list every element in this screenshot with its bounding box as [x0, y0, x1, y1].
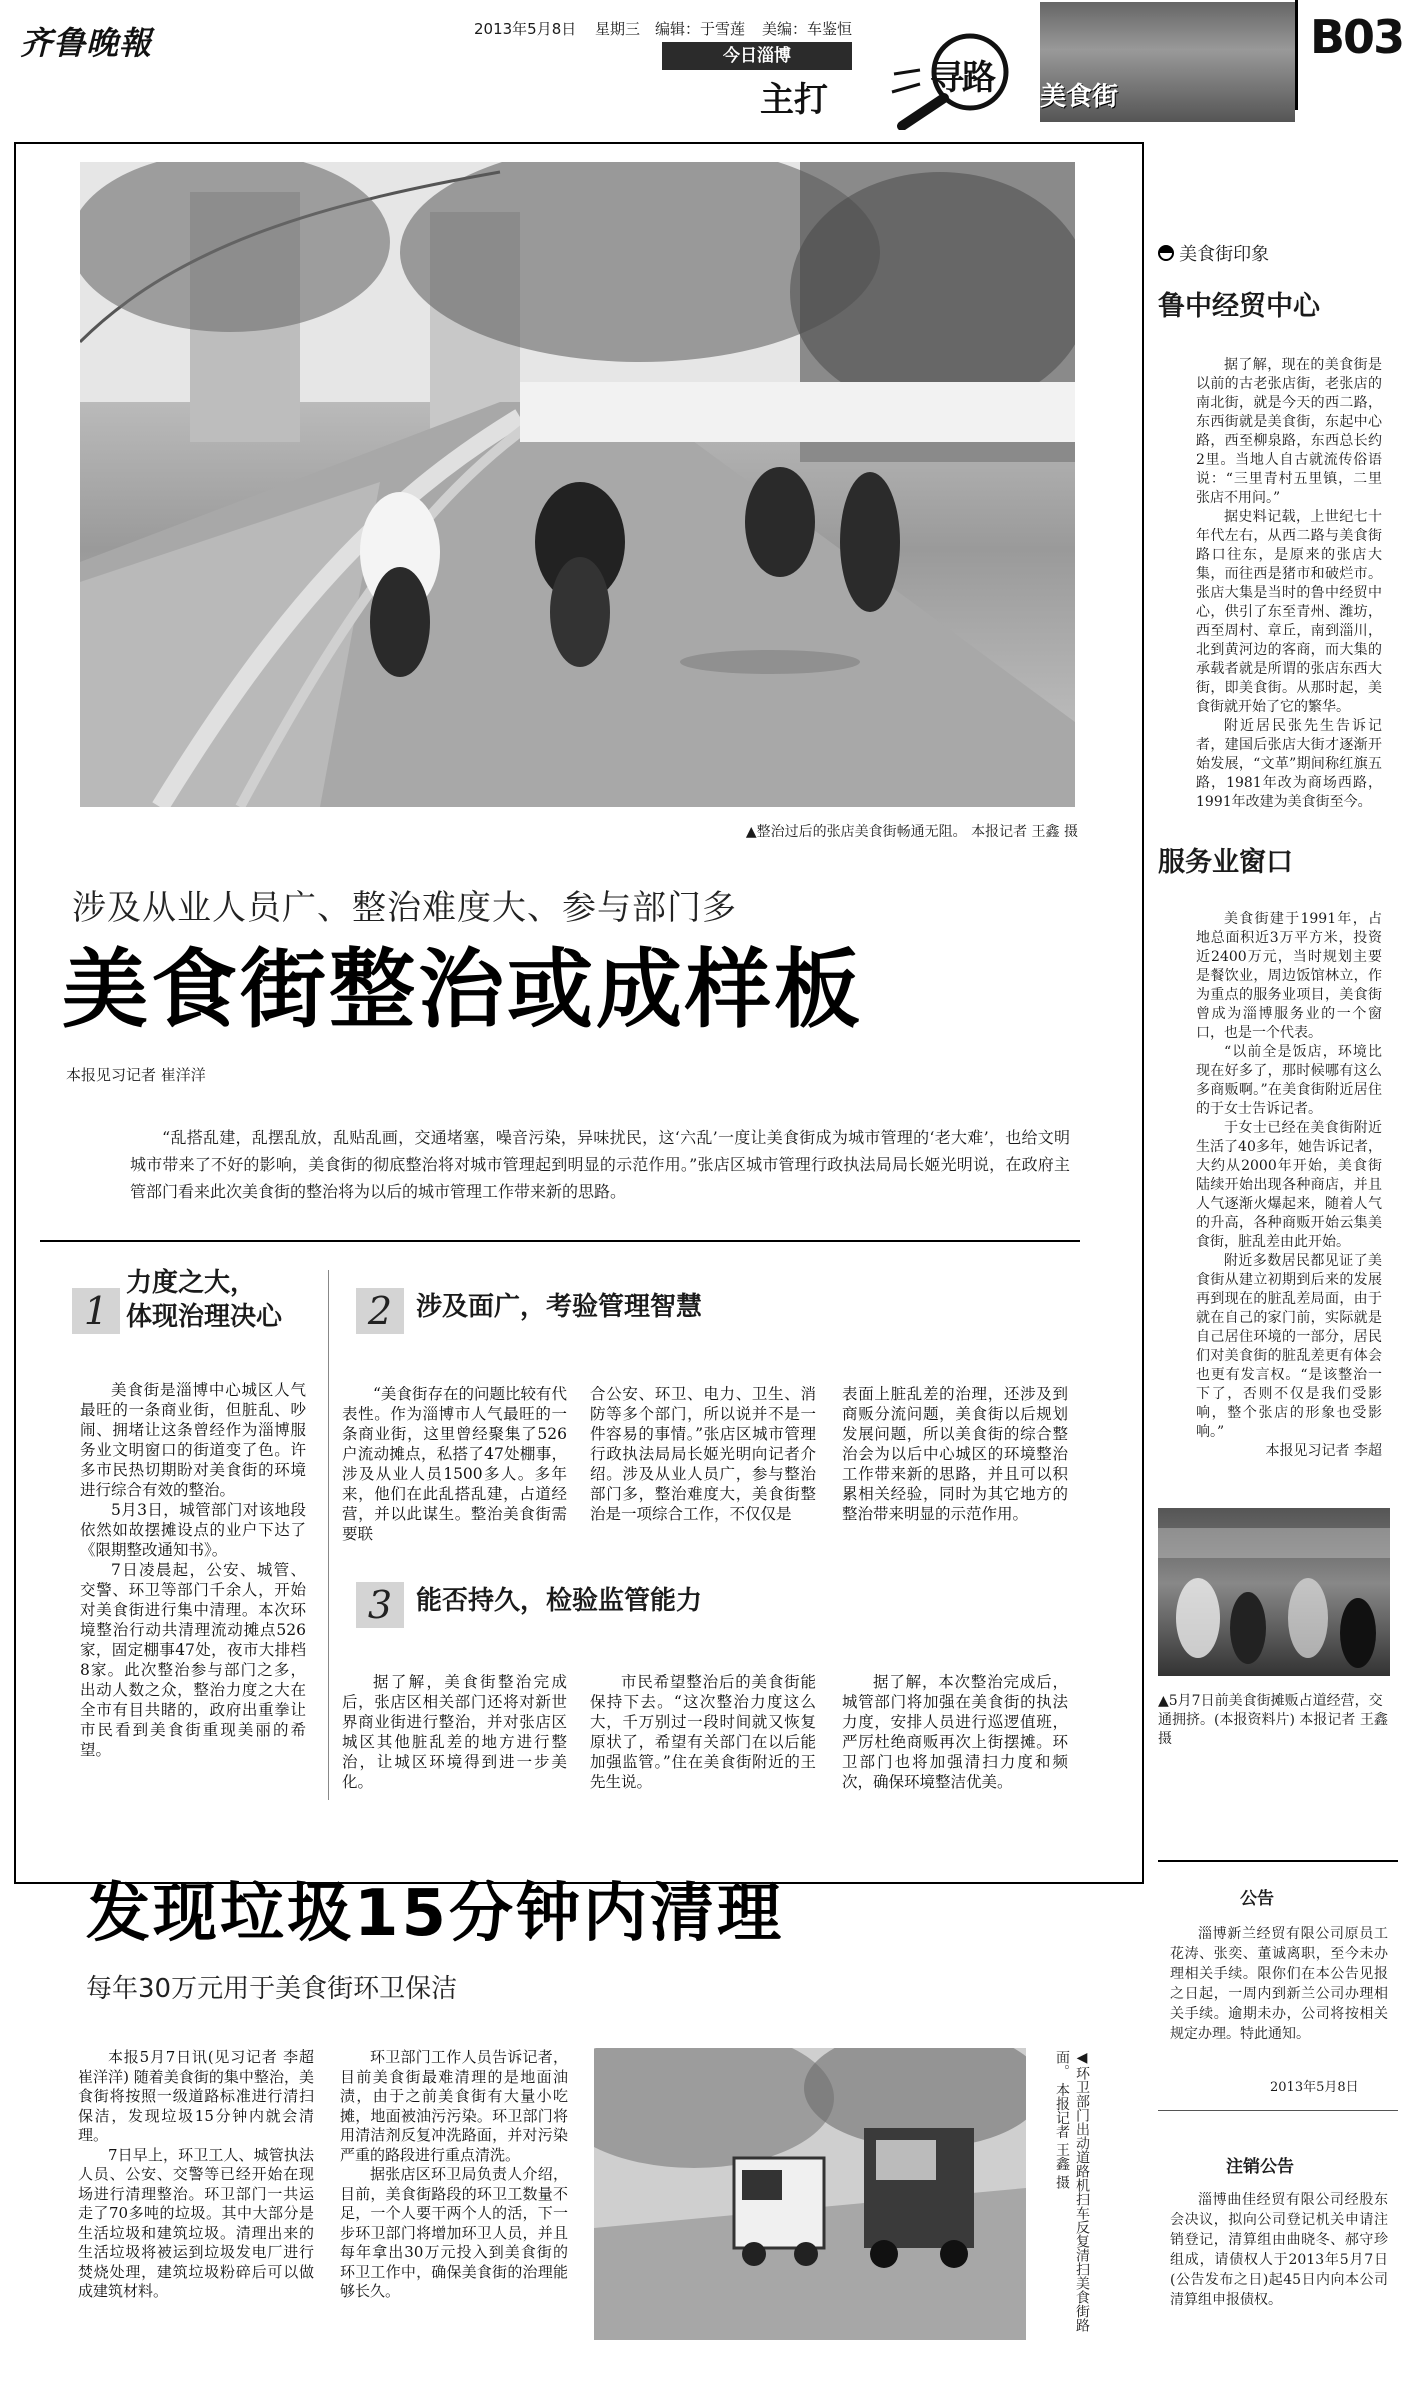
section-2-text: “美食街存在的问题比较有代表性。作为淄博市人气最旺的一条商业街，这里曾经聚集了526户流动摊点，私搭了47处棚事，涉及从业人员1500多人。多年来，他们在此乱搭乱建，占道经营，并以此谋生。整治美食街需要联 [342, 1385, 567, 1543]
notice-1-text: 淄博新兰经贸有限公司原员工花涛、张奕、董诚离职，至今未办理相关手续。限你们在本公告见报之日起，一周内到新兰公司办理相关手续。逾期未办，公司将按相关规定办理。特此通知。 [1170, 1926, 1388, 2042]
kicker: 涉及从业人员广、整治难度大、参与部门多 [72, 888, 737, 928]
sidebar-photo [1158, 1508, 1390, 1676]
photo-caption: ▲整治过后的张店美食街畅通无阻。 本报记者 王鑫 摄 [745, 824, 1078, 840]
section-1-body [80, 1380, 306, 1760]
sweeper-photo-caption-text: ◀环卫部门出动道路机扫车反复清扫美食街路面。 本报记者 王鑫 摄 [1054, 2050, 1090, 2332]
section-1-paragraph: 美食街是淄博中心城区人气最旺的一条商业街，但脏乱、吵闹、拥堵让这条曾经作为淄博服务业文明窗口的街道变了色。许多市民热切期盼对美食街的环境进行综合有效的整治。 [80, 1381, 306, 1499]
column-name: 美食街 [1040, 82, 1119, 112]
article-2-col1 [78, 2048, 314, 2302]
sidebar-label [1158, 240, 1269, 266]
section-tag: 今日淄博 [662, 42, 852, 70]
sidebar-paragraph: 据史料记载，上世纪七十年代左右，从西二路与美食街路口往东，是原来的张店大集，而往西是猪市和破烂市。张店大集是当时的鲁中经贸中心，供引了东至青州、潍坊，西至周村、章丘，南到淄川，北到黄河边的客商，而大集的承载者就是所谓的张店东西大街，即美食街。从那时起，美食街就开始了它的繁华。 [1196, 509, 1382, 715]
art-editor: 美编：车鉴恒 [762, 20, 853, 38]
sidebar-paragraph: 美食街建于1991年，占地总面积近3万平方米，投资近2400万元，当时规划主要是餐饮业，周边饭馆林立，作为重点的服务业项目，美食街曾成为淄博服务业的一个窗口，也是一个代表。 [1196, 911, 1382, 1041]
sidebar-paragraph: 本报见习记者 李超 [1265, 1443, 1382, 1459]
sidebar-block-2-title: 服务业窗口 [1158, 847, 1293, 878]
section-2-col2 [590, 1384, 816, 1524]
section-main: 主打 [760, 80, 828, 120]
article-2-paragraph: 本报5月7日讯(见习记者 李超 崔洋洋) 随着美食街的集中整治，美食街将按照一级道路标准进行清扫保洁，发现垃圾15分钟内就会清理。 [78, 2048, 314, 2144]
notice-2-title: 注销公告 [1226, 2157, 1294, 2177]
section-1-paragraph: 7日凌晨起，公安、城管、交警、环卫等部门千余人，开始对美食街进行集中清理。本次环境整治行动共清理流动摊点526家，固定棚事47处，夜市大排档8家。此次整治参与部门之多，出动人数之众，整治力度之大在全市有目共睹的，政府出重拳让市民看到美食街重现美丽的希望。 [80, 1561, 306, 1759]
section-3-col1 [342, 1672, 567, 1792]
section-3-col2 [590, 1672, 816, 1792]
article-2-paragraph: 7日早上，环卫工人、城管执法人员、公安、交警等已经开始在现场进行清理整治。环卫部门一共运走了70多吨的垃圾。其中大部分是生活垃圾和建筑垃圾。清理出来的生活垃圾将被运到垃圾发电厂进行焚烧处理，建筑垃圾粉碎后可以做成建筑材料。 [78, 2145, 314, 2300]
sidebar-block-1-body [1196, 356, 1382, 812]
section-2-title: 涉及面广，考验管理智慧 [416, 1292, 703, 1322]
issue-date: 2013年5月8日 [474, 20, 577, 38]
masthead-rule [1295, 0, 1298, 110]
headline: 美食街整治或成样板 [62, 940, 863, 1040]
column-divider [328, 1270, 329, 1800]
sidebar-photo-caption [1158, 1692, 1390, 1749]
notice-divider [1158, 2110, 1398, 2111]
byline: 本报见习记者 崔洋洋 [66, 1066, 206, 1084]
article-2-subhead: 每年30万元用于美食街环卫保洁 [86, 1974, 458, 2004]
section-1-title-line2: 体现治理决心 [126, 1302, 283, 1332]
section-2-col1 [342, 1384, 567, 1544]
article-2-col2 [340, 2048, 568, 2302]
sidebar-paragraph: “以前全是饭店，环境比现在好多了，那时候哪有这么多商贩啊。”在美食街附近居住的于女士告诉记者。 [1196, 1044, 1382, 1117]
editor: 编辑：于雪莲 [655, 20, 746, 38]
paper-name: 齐鲁晚報 [20, 24, 153, 62]
section-1-paragraph: 5月3日，城管部门对该地段依然如故摆摊设点的业户下达了《限期整改通知书》。 [80, 1501, 306, 1559]
section-1-number: 1 [72, 1288, 120, 1334]
section-2-text: 表面上脏乱差的治理，还涉及到商贩分流问题，美食街以后规划发展问题，所以美食街的综合整治会为以后中心城区的环境整治工作带来新的思路，并且可以积累相关经验，同时为其它地方的整治带来明显的示范作用。 [842, 1385, 1068, 1523]
section-3-text: 据了解，本次整治完成后，城管部门将加强在美食街的执法力度，安排人员进行巡逻值班，严厉杜绝商贩再次上街摆摊。环卫部门也将加强清扫力度和频次，确保环境整洁优美。 [842, 1673, 1068, 1791]
sidebar-column-label: 美食街印象 [1179, 244, 1270, 265]
sweeper-photo [594, 2048, 1026, 2340]
sidebar-paragraph: 据了解，现在的美食街是以前的古老张店街，老张店的南北街，就是今天的西二路，东西街就是美食街，东起中心路，西至柳泉路，东西总长约2里。当地人自古就流传俗语说：“三里青村五里镇，二里张店不用问。” [1196, 357, 1382, 506]
street-photo [80, 162, 1075, 807]
sidebar-photo-caption-text: ▲5月7日前美食街摊贩占道经营，交通拥挤。(本报资料片) 本报记者 王鑫 摄 [1158, 1693, 1388, 1747]
page-number: B03 [1310, 10, 1404, 64]
column-mark: 寻路 [930, 58, 994, 98]
lead-paragraph [130, 1124, 1070, 1205]
masthead [0, 0, 1417, 130]
sidebar-block-1-title: 鲁中经贸中心 [1158, 291, 1320, 322]
section-3-title: 能否持久，检验监管能力 [416, 1586, 703, 1616]
section-3-text: 市民希望整治后的美食街能保持下去。“这次整治力度这么大，千万别过一段时间就又恢复原状了，希望有关部门在以后能加强监管。”住在美食街附近的王先生说。 [590, 1673, 816, 1791]
lead-rule [40, 1240, 1080, 1242]
section-3-text: 据了解，美食街整治完成后，张店区相关部门还将对新世界商业街进行整治，并对张店区城区其他脏乱差的地方进行整治，让城区环境得到进一步美化。 [342, 1673, 567, 1791]
notice-1-title: 公告 [1240, 1889, 1274, 1909]
issue-weekday: 星期三 [595, 20, 641, 38]
sweeper-photo-caption [1036, 2050, 1092, 2350]
section-2-number: 2 [356, 1288, 404, 1334]
sidebar-paragraph: 附近居民张先生告诉记者，建国后张店大街才逐渐开始发展，“文革”期间称红旗五路，1981年改为商场西路，1991年改建为美食街至今。 [1196, 718, 1382, 810]
article-2-paragraph: 据张店区环卫局负责人介绍，目前，美食街路段的环卫工数量不足，一个人要干两个人的活，下一步环卫部门将增加环卫人员，并且每年拿出30万元投入到美食街的环卫工作中，确保美食街的治理能够长久。 [340, 2165, 568, 2300]
sidebar-block-2-body [1196, 910, 1382, 1461]
notice-2-text: 淄博曲佳经贸有限公司经股东会决议，拟向公司登记机关申请注销登记，清算组由曲晓冬、郝守珍组成，请债权人于2013年5月7日(公告发布之日)起45日内向本公司清算组申报债权。 [1170, 2192, 1388, 2308]
sidebar-paragraph: 于女士已经在美食街附近生活了40多年，她告诉记者，大约从2000年开始，美食街陆续开始出现各种商店，并且人气逐渐火爆起来，随着人气的升高，各种商贩开始云集美食街，脏乱差由此开始。 [1196, 1120, 1382, 1250]
article-2-paragraph: 环卫部门工作人员告诉记者，目前美食街最难清理的是地面油渍，由于之前美食街有大量小吃摊，地面被油污污染。环卫部门将用清洁剂反复冲洗路面，并对污染严重的路段进行重点清洗。 [340, 2048, 568, 2164]
section-3-col3 [842, 1672, 1068, 1792]
section-1-title-line1: 力度之大， [126, 1268, 257, 1298]
sidebar-paragraph: 附近多数居民都见证了美食街从建立初期到后来的发展再到现在的脏乱差局面，由于就在自己的家门前，实际就是自己居住环境的一部分，居民们对美食街的脏乱差更有体会也更有发言权。“是该整治一下了，否则不仅是我们受影响，整个张店的形象也受影响。” [1196, 1253, 1382, 1440]
notice-1-body [1170, 1924, 1388, 2044]
section-2-text: 合公安、环卫、电力、卫生、消防等多个部门，所以说并不是一件容易的事情。”张店区城市管理行政执法局局长姬光明向记者介绍。涉及从业人员广，参与整治部门多，整治难度大，美食街整治是一项综合工作，不仅仅是 [590, 1385, 816, 1523]
half-circle-icon [1158, 245, 1174, 261]
section-2-col3 [842, 1384, 1068, 1524]
article-2-headline: 发现垃圾15分钟内清理 [86, 1877, 785, 1951]
lead-text: “乱搭乱建，乱摆乱放，乱贴乱画，交通堵塞，噪音污染，异味扰民，这‘六乱’一度让美食街成为城市管理的‘老大难’，也给文明城市带来了不好的影响，美食街的彻底整治将对城市管理起到明显的示范作用。”张店区城市管理行政执法局局长姬光明说，在政府主管部门看来此次美食街的整治将为以后的城市管理工作带来新的思路。 [130, 1128, 1070, 1201]
section-3-number: 3 [356, 1582, 404, 1628]
notice-rule [1158, 1860, 1398, 1862]
notice-1-date: 2013年5月8日 [1270, 2080, 1359, 2095]
notice-2-body [1170, 2190, 1388, 2310]
